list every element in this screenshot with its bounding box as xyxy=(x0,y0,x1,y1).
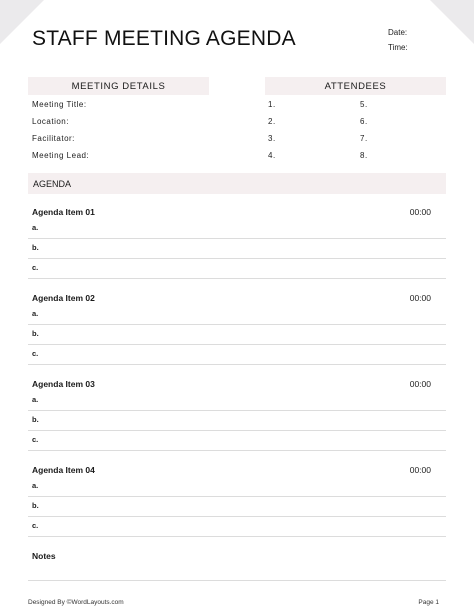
attendee-number: 1. xyxy=(268,100,276,109)
corner-decoration-right xyxy=(430,0,474,44)
sub-item-letter: c. xyxy=(32,521,39,530)
time-label: Time: xyxy=(388,43,408,52)
attendee-number: 5. xyxy=(360,100,368,109)
agenda-sub-line xyxy=(28,431,446,451)
agenda-sub-line xyxy=(28,517,446,537)
agenda-item-time: 00:00 xyxy=(409,207,431,217)
page-title: STAFF MEETING AGENDA xyxy=(32,27,296,50)
agenda-sub-line xyxy=(28,477,446,497)
agenda-sub-line xyxy=(28,411,446,431)
sub-item-letter: b. xyxy=(32,501,39,510)
attendee-number: 4. xyxy=(268,151,276,160)
agenda-item-name: Agenda Item 02 xyxy=(32,293,95,303)
notes-label: Notes xyxy=(32,551,56,561)
sub-item-letter: a. xyxy=(32,223,39,232)
agenda-sub-line xyxy=(28,239,446,259)
agenda-item-name: Agenda Item 03 xyxy=(32,379,95,389)
meeting-title-label: Meeting Title: xyxy=(32,100,87,109)
attendee-number: 3. xyxy=(268,134,276,143)
sub-item-letter: c. xyxy=(32,349,39,358)
sub-item-letter: a. xyxy=(32,395,39,404)
sub-item-letter: b. xyxy=(32,329,39,338)
agenda-item-name: Agenda Item 04 xyxy=(32,465,95,475)
facilitator-label: Facilitator: xyxy=(32,134,75,143)
date-label: Date: xyxy=(388,28,408,37)
agenda-item-time: 00:00 xyxy=(409,465,431,475)
notes-divider xyxy=(28,580,446,581)
attendee-number: 2. xyxy=(268,117,276,126)
agenda-item-1 xyxy=(28,207,446,282)
attendees-heading: ATTENDEES xyxy=(265,77,446,95)
attendee-number: 8. xyxy=(360,151,368,160)
sub-item-letter: a. xyxy=(32,481,39,490)
sub-item-letter: c. xyxy=(32,435,39,444)
sub-item-letter: c. xyxy=(32,263,39,272)
agenda-sub-line xyxy=(28,305,446,325)
agenda-item-name: Agenda Item 01 xyxy=(32,207,95,217)
agenda-item-2 xyxy=(28,293,446,368)
agenda-item-4 xyxy=(28,465,446,540)
agenda-sub-line xyxy=(28,219,446,239)
page-number: Page 1 xyxy=(418,599,439,606)
location-label: Location: xyxy=(32,117,69,126)
agenda-sub-line xyxy=(28,345,446,365)
sub-item-letter: b. xyxy=(32,415,39,424)
agenda-item-time: 00:00 xyxy=(409,379,431,389)
sub-item-letter: a. xyxy=(32,309,39,318)
agenda-heading: AGENDA xyxy=(28,173,446,194)
attendee-number: 6. xyxy=(360,117,368,126)
meeting-lead-label: Meeting Lead: xyxy=(32,151,90,160)
meeting-details-heading: MEETING DETAILS xyxy=(28,77,209,95)
footer-credit: Designed By ©WordLayouts.com xyxy=(28,599,124,606)
agenda-item-time: 00:00 xyxy=(409,293,431,303)
attendee-number: 7. xyxy=(360,134,368,143)
agenda-sub-line xyxy=(28,497,446,517)
sub-item-letter: b. xyxy=(32,243,39,252)
agenda-sub-line xyxy=(28,391,446,411)
agenda-sub-line xyxy=(28,259,446,279)
agenda-item-3 xyxy=(28,379,446,454)
agenda-sub-line xyxy=(28,325,446,345)
